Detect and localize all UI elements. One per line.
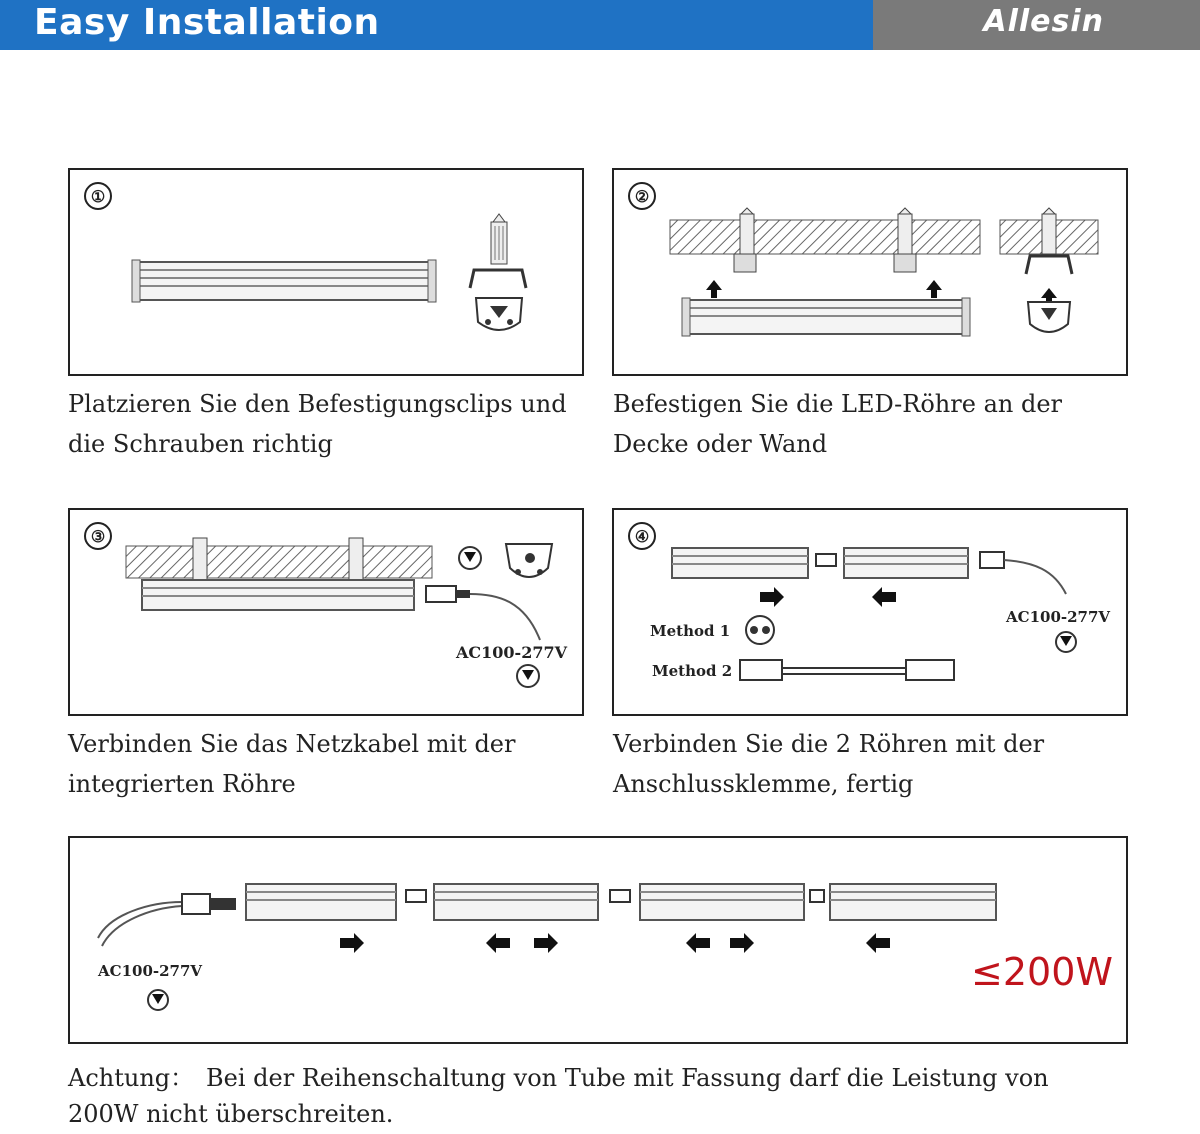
- series-connection-panel: [68, 836, 1128, 1044]
- ground-symbol-icon: [148, 990, 168, 1010]
- led-tube: [142, 580, 414, 610]
- step-1-illustration: [70, 170, 582, 374]
- step-1-panel: [68, 168, 584, 376]
- ceiling-hatch: [670, 220, 980, 254]
- step-1-caption-line1: Platzieren Sie den Befestigungsclips und: [68, 390, 567, 418]
- arrow-right-icon: [760, 587, 784, 607]
- power-plug-icon: [426, 586, 540, 640]
- led-tube: [682, 298, 970, 336]
- step-1-caption-line2: die Schrauben richtig: [68, 430, 333, 458]
- note-label: Achtung：: [68, 1064, 195, 1092]
- banner-title-area: [0, 0, 873, 50]
- method-2-cable-icon: [740, 660, 954, 680]
- voltage-label: AC100-277V: [98, 962, 203, 980]
- series-illustration: [70, 838, 1126, 1042]
- ground-symbol-icon: [1056, 632, 1076, 652]
- clip-icon: [1028, 302, 1070, 332]
- step-2-illustration: [614, 170, 1126, 374]
- method-2-label: Method 2: [652, 662, 733, 680]
- step-4-illustration: [614, 510, 1126, 714]
- step-4-panel: [612, 508, 1128, 716]
- step-1-caption: [68, 384, 567, 464]
- power-limit-label: ≤200W: [971, 950, 1113, 994]
- voltage-label: AC100-277V: [1006, 608, 1111, 626]
- banner-title: Easy Installation: [34, 2, 380, 43]
- ceiling-hatch: [126, 546, 432, 578]
- step-2-number: ②: [634, 187, 650, 206]
- screw-icon: [470, 214, 526, 288]
- step-3-panel: [68, 508, 584, 716]
- voltage-label: AC100-277V: [456, 643, 567, 662]
- ground-symbol-icon: [459, 544, 552, 687]
- header-banner: [0, 0, 1200, 50]
- step-3-illustration: [70, 510, 582, 714]
- clip-icon: [476, 298, 522, 330]
- brand-logo-text: Allesin: [983, 4, 1104, 39]
- note-text: Bei der Reihenschaltung von Tube mit Fassung darf die Leistung von: [206, 1064, 1049, 1092]
- note-text-line2: 200W nicht überschreiten.: [68, 1100, 394, 1128]
- arrow-left-icon: [872, 587, 896, 607]
- step-2-caption-line2: Decke oder Wand: [613, 430, 828, 458]
- step-2-panel: [612, 168, 1128, 376]
- step-4-caption-line1: Verbinden Sie die 2 Röhren mit der: [613, 730, 1045, 758]
- step-4-caption-line2: Anschlussklemme, fertig: [613, 770, 914, 798]
- step-3-caption: [68, 724, 515, 804]
- led-tube: [132, 260, 436, 302]
- method-1-label: Method 1: [650, 622, 731, 640]
- power-cable-icon: [98, 894, 236, 946]
- method-1-connector-icon: [746, 616, 774, 644]
- step-2-caption: [613, 384, 1062, 464]
- banner-brand-area: [873, 0, 1200, 50]
- step-1-number: ①: [90, 187, 106, 206]
- step-4-caption: [613, 724, 1044, 804]
- step-3-caption-line1: Verbinden Sie das Netzkabel mit der: [68, 730, 516, 758]
- step-4-number: ④: [634, 527, 650, 546]
- step-3-caption-line2: integrierten Röhre: [68, 770, 296, 798]
- step-2-caption-line1: Befestigen Sie die LED-Röhre an der: [613, 390, 1063, 418]
- step-3-number: ③: [90, 527, 106, 546]
